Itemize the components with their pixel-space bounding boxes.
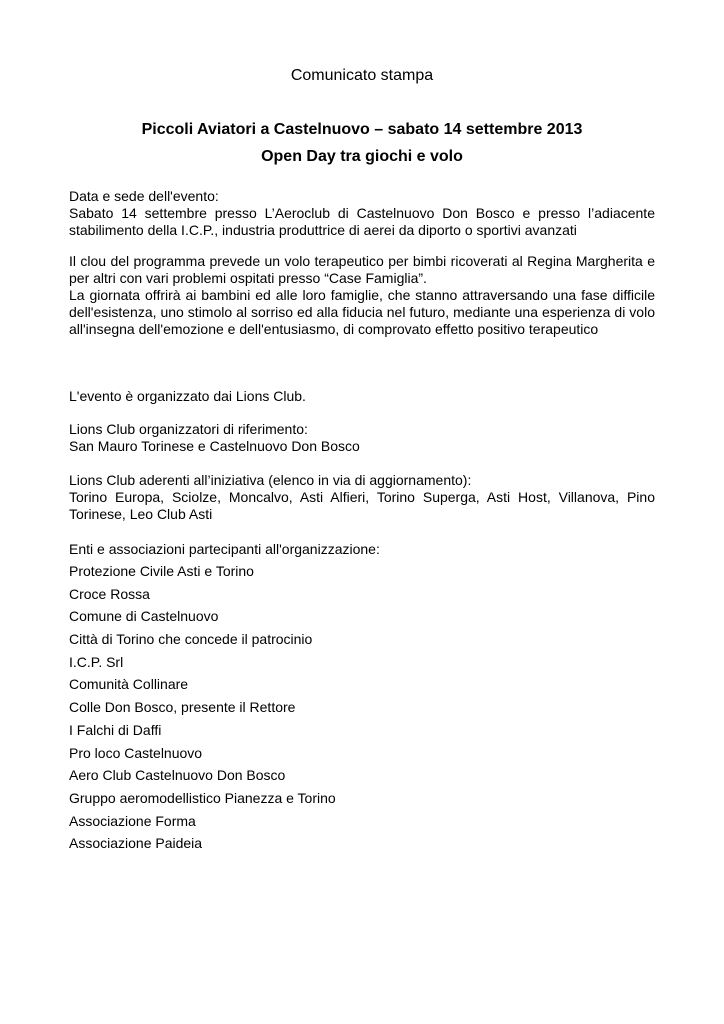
list-item: Associazione Forma — [69, 812, 196, 829]
list-item: Comunità Collinare — [69, 676, 189, 693]
subheadline: Open Day tra giochi e volo — [261, 148, 463, 165]
program-section — [69, 253, 655, 338]
event-label: Data e sede dell'evento: — [69, 188, 219, 204]
document-header: Comunicato stampa — [290, 67, 434, 84]
list-item: Pro loco Castelnuovo — [69, 744, 203, 761]
entities-label: Enti e associazioni partecipanti all'organizzazione: — [69, 541, 380, 557]
entities-list — [69, 563, 655, 858]
headline: Piccoli Aviatori a Castelnuovo – sabato 14 settembre 2013 — [141, 121, 583, 138]
list-item: Città di Torino che concede il patrocinio — [69, 631, 313, 648]
list-item: Gruppo aeromodellistico Pianezza e Torino — [69, 789, 336, 806]
list-item: Associazione Paideia — [69, 835, 203, 852]
adherents-section — [69, 472, 655, 523]
list-item: I Falchi di Daffi — [69, 721, 162, 738]
list-item: Comune di Castelnuovo — [69, 608, 219, 625]
reference-section — [69, 421, 655, 455]
adherents-clubs: Torino Europa, Sciolze, Moncalvo, Asti Alfieri, Torino Superga, Asti Host, Villanova, Pino Torinese, Leo Club Asti — [69, 489, 655, 522]
event-section — [69, 188, 655, 239]
list-item: Croce Rossa — [69, 585, 150, 602]
list-item: Aero Club Castelnuovo Don Bosco — [69, 767, 286, 784]
reference-label: Lions Club organizzatori di riferimento: — [69, 421, 308, 437]
program-paragraph-2: La giornata offrirà ai bambini ed alle loro famiglie, che stanno attraversando una fase difficile dell'esistenza, uno stimolo al sorriso ed alla fiducia nel futuro, mediante una esperienza di volo all'insegna dell'emozione e dell'entusiasmo, di comprovato effetto positivo terapeutico — [69, 287, 655, 337]
organized-by: L'evento è organizzato dai Lions Club. — [69, 388, 306, 404]
program-paragraph-1: Il clou del programma prevede un volo terapeutico per bimbi ricoverati al Regina Margherita e per altri con vari problemi ospitati presso “Case Famiglia”. — [69, 253, 655, 286]
list-item: Colle Don Bosco, presente il Rettore — [69, 699, 296, 716]
adherents-label: Lions Club aderenti all’iniziativa (elenco in via di aggiornamento): — [69, 472, 472, 488]
list-item: I.C.P. Srl — [69, 653, 124, 670]
event-description: Sabato 14 settembre presso L’Aeroclub di Castelnuovo Don Bosco e presso l’adiacente stabilimento della I.C.P., industria produttrice di aerei da diporto o sportivi avanzati — [69, 205, 655, 238]
reference-clubs: San Mauro Torinese e Castelnuovo Don Bosco — [69, 438, 360, 454]
list-item: Protezione Civile Asti e Torino — [69, 563, 254, 579]
